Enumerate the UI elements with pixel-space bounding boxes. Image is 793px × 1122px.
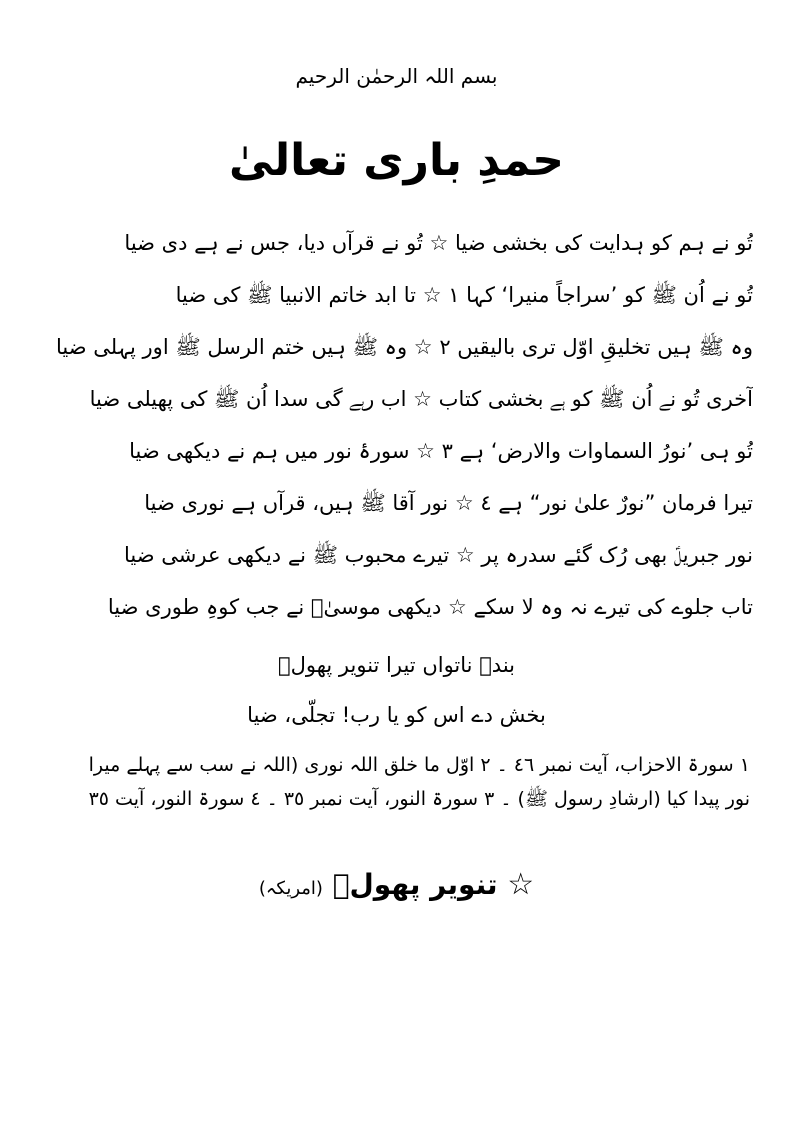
closing-line: بخش دے اس کو یا رب! تجلّی، ضیا xyxy=(247,703,546,727)
footnote-line: ١ سورۃ الاحزاب، آیت نمبر ٤٦ ۔ ٢ اوّل ما خلق اللہ نوری (اللہ نے سب سے پہلے میرا xyxy=(88,754,750,776)
verse-line: تیرا فرمان ”نورٌ علیٰ نور“ ہے ٤ ☆ نور آقا ﷺ ہیں، قرآں ہے نوری ضیا xyxy=(144,491,753,515)
verse-line: آخری تُو نے اُن ﷺ کو ہے بخشی کتاب ☆ اب رہے گی سدا اُن ﷺ کی پھیلی ضیا xyxy=(89,387,753,411)
verse-line: تُو نے ہم کو ہدایت کی بخشی ضیا ☆ تُو نے قرآں دیا، جس نے ہے دی ضیا xyxy=(124,231,753,255)
poem-verses xyxy=(40,217,753,633)
footnote-line: نور پیدا کیا (ارشادِ رسول ﷺ) ۔ ٣ سورۃ النور، آیت نمبر ٣٥ ۔ ٤ سورۃ النور، آیت ٣٥ xyxy=(88,788,750,810)
footnotes xyxy=(50,748,750,816)
author-signature xyxy=(0,858,793,916)
verse-line: تُو نے اُن ﷺ کو ’سراجاً منیرا‘ کہا ١ ☆ تا ابد خاتم الانبیا ﷺ کی ضیا xyxy=(175,283,753,307)
verse-line: تُو ہی ’نورُ السماوات والارض‘ ہے ٣ ☆ سورۂ نور میں ہم نے دیکھی ضیا xyxy=(129,439,753,463)
verse-line: نور جبریلؑ بھی رُک گئے سدرہ پر ☆ تیرے محبوب ﷺ نے دیکھی عرشی ضیا xyxy=(124,543,753,567)
page-title: حمدِ باری تعالیٰ xyxy=(229,135,564,186)
author-location: (امریکہ) xyxy=(258,878,323,899)
closing-couplet xyxy=(0,640,793,740)
verse-line: وہ ﷺ ہیں تخلیقِ اوّل تری بالیقیں ٢ ☆ وہ ﷺ ہیں ختم الرسل ﷺ اور پہلی ضیا xyxy=(56,335,753,359)
star-icon: ☆ xyxy=(507,867,535,902)
closing-line: بندۂ ناتواں تیرا تنویر پھولؔ xyxy=(278,653,515,677)
author-name: تنویر پھولؔ xyxy=(332,868,498,901)
verse-line: تاب جلوے کی تیرے نہ وہ لا سکے ☆ دیکھی موسیٰؑ نے جب کوہِ طوری ضیا xyxy=(107,595,753,619)
bismillah-heading: بسم اللہ الرحمٰن الرحیم xyxy=(295,64,498,88)
